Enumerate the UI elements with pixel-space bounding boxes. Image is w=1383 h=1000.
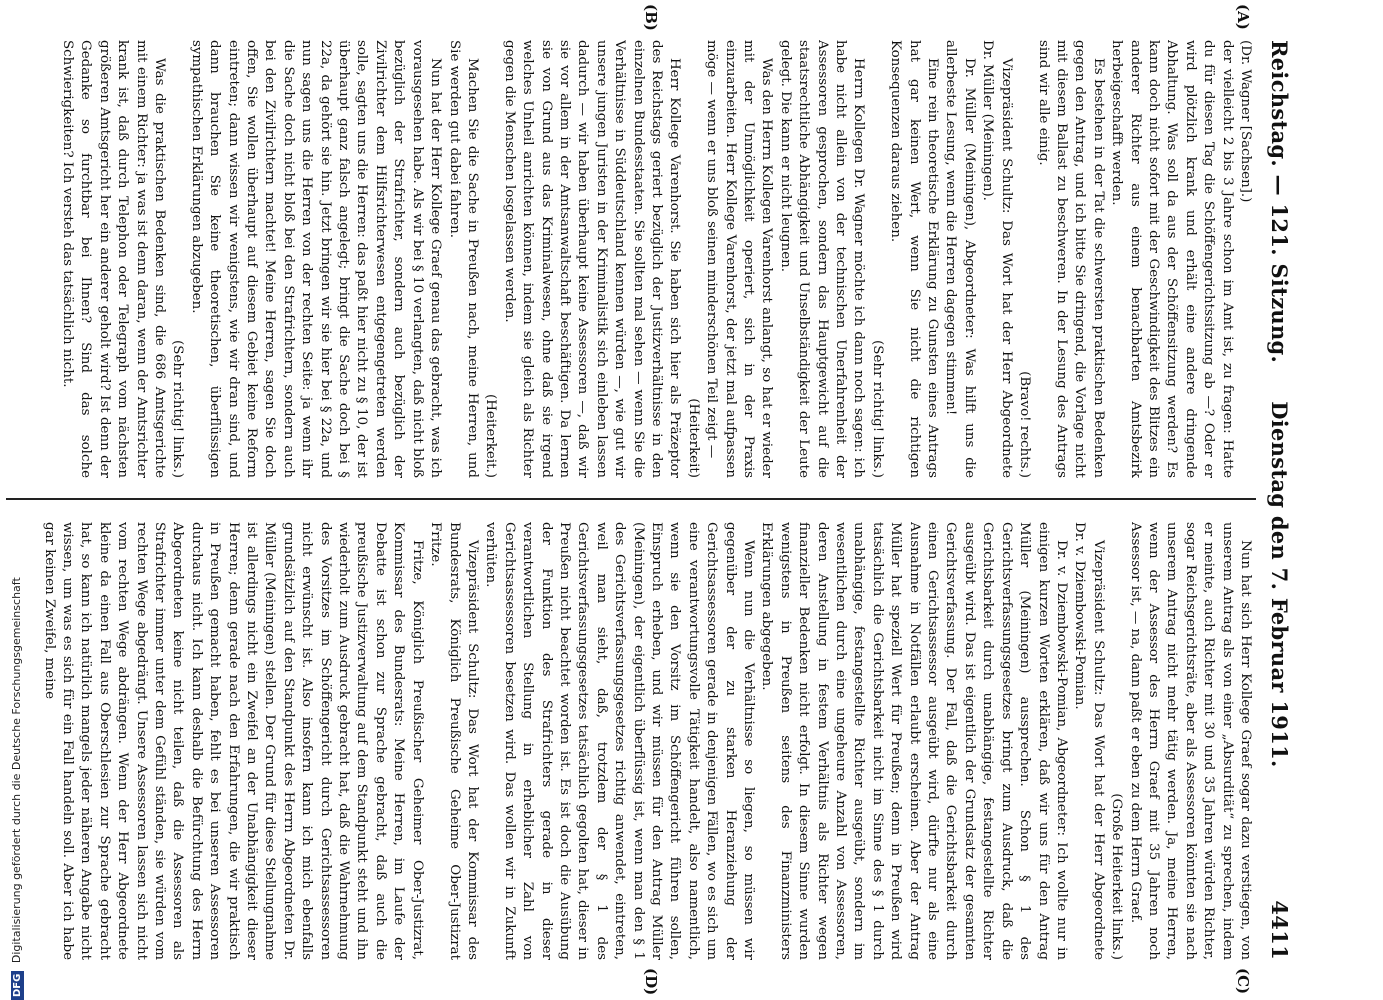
digitization-credit — [10, 0, 30, 1000]
speaker-paragraph: Vizepräsident Schultz: Das Wort hat der Kommissar des Bundesrats, Königlich Preußische Geheime Ober-Justizrat Fritze. — [428, 522, 480, 960]
header-date-text: Dienstag den 7. Februar 1911. — [1267, 401, 1292, 768]
column-divider — [6, 498, 1256, 500]
paragraph: Herrn Kollegen Dr. Wagner möchte ich dann noch sagen: ich habe nicht allein von der technischen Unerfahrenheit der Assessoren gesprochen, sondern das Hauptgewicht auf die staatsrechtliche Abhängigkeit und Unselbständigkeit der Leute gelegt. Die kann er nicht leugnen. — [777, 40, 867, 478]
speaker-paragraph: Fritze, Königlich Preußischer Geheimer Ober-Justizrat, Kommissar des Bundesrats: Meine Herren, im Laufe der Debatte ist schon zur Sprache gebracht, daß auch die preußische Justizverwaltung auf dem Standpunkt steht und ihn wiederholt zum Ausdruck gebracht hat, daß die Wahrnehmung des Vorsitzes im Schöffengericht durch Gerichtsassessoren nicht erwünscht ist. Also insofern kann ich mich ebenfalls grundsätzlich auf den Standpunkt des Herrn Abgeordneten Dr. Müller (Meiningen) stellen. Der Grund für diese Stellungnahme ist allerdings nicht ein Zweifel an der Unabhängigkeit dieser Herren; denn gerade nach den Erfahrungen, die wir praktisch in Preußen gemacht haben, fehlt es bei unseren Assessoren durchaus nicht. Ich kann deshalb die Befürchtung des Herrn Abgeordneten keine nicht teilen, daß die Assessoren als Strafrichter immer unter dem Gefühl ständen, sie würden vom rechten Wege abgedrängt. Unsere Assessoren lassen sich nicht vom rechten Wege abdrängen. Wenn der Herr Abgeordnete kleine da einen Fall aus Oberschlesien zur Sprache gebracht hat, so kann ich natürlich mangels jeder näheren Angabe nicht wissen, um was es sich für ein Fall handeln soll. Aber ich habe gar keinen Zweifel, meine — [41, 522, 425, 960]
paragraph: Nun hat der Herr Kollege Graef genau das gebracht, was ich vorausgesehen habe. Als wir bei § 10 verlangten, daß nicht bloß bezüglich der Strafrichter, sondern auch bezüglich der Zivilrichter dem Hilfsrichterwesen entgegengetreten werden solle, sagten uns die Herren: das paßt hier nicht zu § 10, der ist überhaupt ganz falsch angelegt; bringt die Sache doch bei § 22a, da gehört sie hin. Jetzt bringen wir sie hier bei § 22a, und nun sagen uns die Herren von der rechten Seite: ja wenn ihr die Sache doch nicht bloß bei den Strafrichtern, sondern auch bei den Zivilrichtern machtet! Meine Herren, sagen Sie doch offen, Sie wollen überhaupt auf diesem Gebiet keine Reform eintreten; dann wissen wir wenigstens, wie wir dran sind, und dann brauchen Sie keine theoretischen, überflüssigen sympathischen Erklärungen abzugeben. — [188, 40, 444, 478]
header-left-text: Reichstag. — 121. Sitzung. — [1267, 40, 1292, 364]
margin-letter-d: (D) — [642, 968, 660, 996]
paragraph: Wenn nun die Verhältnisse so liegen, so müssen wir gegenüber der zu starken Heranziehung der Gerichtsassessoren gerade in denjenigen Fällen, wo es sich um eine verantwortungsvolle Tätigkeit handelt, also namentlich, wenn sie den Vorsitz im Schöffengericht führen sollen, Einspruch erheben, und wir müssen für den Antrag Müller (Meiningen), der eigentlich überflüssig ist, wenn man den § 1 des Gerichtsverfassungsgesetzes richtig anwendet, eintreten, weil man sieht, daß, trotzdem der § 1 des Gerichtsverfassungsgesetzes tatsächlich gegolten hat, dieser in Preußen nicht beachtet worden ist. Es ist doch die Ausübung der Funktion des Strafrichters gerade in dieser verantwortlichen Stellung in erheblicher Zahl von Gerichtsassessoren besetzen wird. Das wollen wir in Zukunft verhüten. — [483, 522, 757, 960]
margin-letter-c: (C) — [1234, 968, 1252, 995]
paragraph: Eine rein theoretische Erklärung zu Gunsten eines Antrags hat gar keinen Wert, wenn Sie nicht die richtigen Konsequenzen daraus ziehen. — [888, 40, 941, 478]
interjection: (Große Heiterkeit links.) — [1109, 793, 1125, 960]
speaker-paragraph: Dr. Müller (Meiningen), Abgeordneter: Was hilft uns die allerbeste Lesung, wenn die Herren dagegen stimmen! — [943, 40, 977, 478]
page-number: 4411 — [1267, 900, 1292, 960]
paragraph: (Dr. Wagner [Sachsen].) — [1238, 40, 1253, 203]
speaker-paragraph: Dr. v. Dziembowski-Pomian, Abgeordneter: Ich wollte nur in einigen kurzen Worten erklären, daß wir uns für den Antrag Müller (Meiningen) aussprechen. Schon § 1 des Gerichtsverfassungsgesetzes bringt zum Ausdruck, daß die Gerichtsbarkeit durch unabhängige, festangestellte Richter ausgeübt wird. Das ist eigentlich der Grundsatz der gesamten Gerichtsverfassung. Der Fall, daß die Gerichtsbarkeit durch einen Gerichtsassessor ausgeübt wird, dürfte nur als eine Ausnahme in Notfällen erlaubt erscheinen. Aber der Antrag Müller hat speziell Wert für Preußen; denn in Preußen wird tatsächlich die Gerichtsbarkeit nicht im Sinne des § 1 durch unabhängige, festangestellte Richter ausgeübt, sondern im wesentlichen durch eine ungeheure Anzahl von Assessoren, deren Anstellung in festem Verhältnis als Richter wegen finanzieller Bedenken nicht erfolgt. In diesem Sinne wurden wenigstens in Preußen seitens des Finanzministers Erklärungen abgegeben. — [759, 522, 1069, 960]
dfg-logo: DFG — [11, 971, 24, 1000]
left-column — [14, 40, 1254, 478]
interjection: (Bravo! rechts.) — [1017, 371, 1033, 478]
interjection: (Heiterkeit.) — [483, 394, 499, 478]
paragraph: Es bestehen in der Tat die schwersten praktischen Bedenken gegen den Antrag, und ich bitte Sie dringend, die Vorlage nicht mit diesem Ballast zu beschweren. In der Lesung des Antrags sind wir alle einig. — [1035, 40, 1106, 478]
paragraph: Nun hat sich Herr Kollege Graef sogar dazu verstiegen, von unserem Antrag als von einer „Absurdität“ zu sprechen, indem er meinte, auch Richter mit 30 und 35 Jahren würden Richter, sogar Reichsgerichtsräte, aber als Assessoren könnten sie nach unserem Antrag nicht mehr tätig werden. Ja, meine Herren, wenn der Assessor des Herrn Graef mit 35 Jahren noch Assessor ist, — na, dann paßt er eben zu dem Herrn Graef. — [1127, 522, 1253, 960]
interjection: (Heiterkeit) — [685, 398, 701, 478]
running-head — [1258, 40, 1292, 960]
margin-letter-a: (A) — [1234, 4, 1252, 30]
speaker-paragraph: Vizepräsident Schultz: Das Wort hat der Herr Abgeordnete Dr. Müller (Meiningen). — [980, 40, 1014, 478]
paragraph: Machen Sie die Sache in Preußen nach, meine Herren, und Sie werden gut dabei fahren. — [446, 40, 480, 478]
paragraph: Herr Kollege Varenhorst. Sie haben sich hier als Präzeptor des Reichstags geriert bezüglich der Justizverhältnisse in den einzelnen Bundesstaaten. Sie sollten mal sehen — wenn Sie die Verhältnisse in Süddeutschland kennen würden —, wie gut wir unsere jungen Juristen in der Kriminalistik sich einleben lassen dadurch — wir haben überhaupt keine Assessoren —, daß wir sie vor allem in der Amtsanwaltschaft beschäftigen. Da lernen sie von Grund aus das Kriminalwesen, ohne daß sie irgend welches Unheil anrichten können, indem sie gleich als Richter gegen die Menschen losgelassen werden. — [501, 40, 683, 478]
paragraph: der vielleicht 2 bis 3 Jahre schon im Amt ist, zu fragen: Hatte du für diesen Tag die Schöffengerichtssitzung ab —? Oder er wird plötzlich krank und erhält eine andere dringende Abhaltung. Was soll da aus der Schöffensitzung werden? Es kann doch nicht sofort mit der Geschwindigkeit des Blitzes ein anderer Richter aus einem benachbarten Amtsbezirk herbeigeschafft werden. — [1109, 40, 1235, 478]
interjection: (Sehr richtig! links.) — [170, 340, 186, 478]
paragraph: Was den Herrn Kollegen Varenhorst anlangt, so hat er wieder mit der Unmöglichkeit operiert, sich in der Praxis einzuarbeiten. Herr Kollege Varenhorst, der jetzt mal aufpassen möge — wenn er uns bloß seinen minderschönen Teil zeigt — — [704, 40, 775, 478]
right-column — [14, 522, 1254, 960]
running-head-left — [1267, 40, 1292, 768]
paragraph: Was die praktischen Bedenken sind, die 686 Amtsgerichte mit einem Richter: ja was ist denn daran, wenn der Amtsrichter krank ist, daß durch Telephon oder Telegraph vom nächsten größeren Amtsgericht her ein anderer geholt wird? Ist denn der Gedanke so furchtbar bei Ihnen? Sind das solche Schwierigkeiten? Ich versteh das tatsächlich nicht. — [60, 40, 168, 478]
interjection: (Sehr richtig! links.) — [869, 340, 885, 478]
credit-text: Digitalisierung gefördert durch die Deutsche Forschungsgemeinschaft — [10, 577, 23, 964]
speaker-paragraph: Vizepräsident Schultz: Das Wort hat der Herr Abgeordnete Dr. v. Dziembowski-Pomian. — [1072, 522, 1106, 960]
margin-letter-b: (B) — [642, 4, 660, 31]
